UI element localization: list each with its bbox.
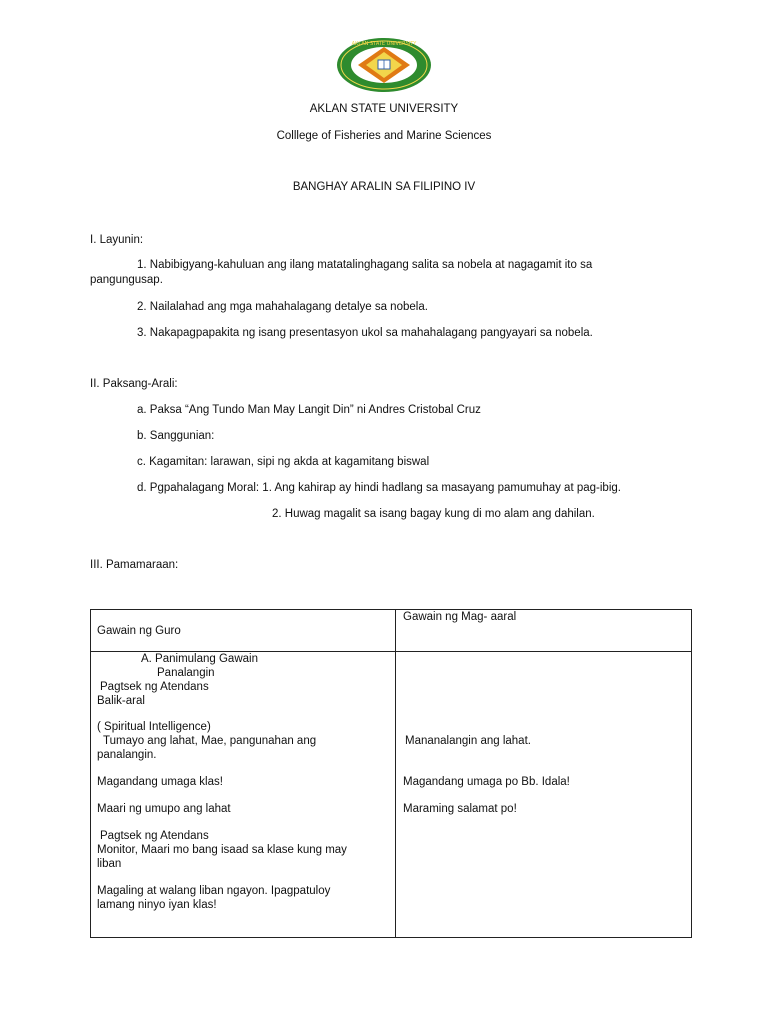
paksa-item-d1: d. Pgpahalagang Moral: 1. Ang kahirap ay hindi hadlang sa masayang pamumuhay at pag-ibig. — [137, 482, 621, 494]
seal-lettering: AKLAN STATE UNIVERSITY — [351, 41, 417, 47]
guro-maari-umupo: Maari ng umupo ang lahat — [97, 803, 231, 815]
layunin-item-1: 1. Nabibigyang-kahuluan ang ilang matatalinghagang salita sa nobela at nagagamit ito sa — [137, 259, 593, 271]
section-heading-paksang-arali: II. Paksang-Arali: — [90, 378, 178, 390]
guro-panimulang-gawain: A. Panimulang Gawain — [141, 653, 258, 665]
section-heading-pamamaraan: III. Pamamaraan: — [90, 559, 179, 571]
mag-aaral-mananalangin: Mananalangin ang lahat. — [405, 735, 531, 747]
layunin-item-3: 3. Nakapagpapakita ng isang presentasyon ukol sa mahahalagang pangyayari sa nobela. — [137, 327, 593, 339]
mag-aaral-magandang-umaga: Magandang umaga po Bb. Idala! — [403, 776, 570, 788]
guro-balik-aral: Balik-aral — [97, 695, 145, 707]
guro-tumayo-cont: panalangin. — [97, 749, 157, 761]
header-gawain-guro: Gawain ng Guro — [97, 625, 181, 637]
guro-monitor-cont: liban — [97, 858, 122, 870]
pamamaraan-table — [90, 609, 692, 938]
university-name: AKLAN STATE UNIVERSITY — [309, 103, 459, 115]
college-name: Colllege of Fisheries and Marine Sciences — [276, 130, 492, 142]
header-gawain-mag-aaral: Gawain ng Mag- aaral — [403, 611, 517, 623]
paksa-item-c: c. Kagamitan: larawan, sipi ng akda at kagamitang biswal — [137, 456, 430, 468]
university-seal-logo — [336, 37, 432, 93]
paksa-item-d2: 2. Huwag magalit sa isang bagay kung di mo alam ang dahilan. — [272, 508, 595, 520]
paksa-item-b: b. Sanggunian: — [137, 430, 215, 442]
layunin-item-1-cont: pangungusap. — [90, 274, 163, 286]
table-column-divider — [395, 610, 396, 937]
document-title: BANGHAY ARALIN SA FILIPINO IV — [292, 181, 476, 193]
guro-tumayo: Tumayo ang lahat, Mae, pangunahan ang — [103, 735, 317, 747]
guro-pagtsek-atendans: Pagtsek ng Atendans — [100, 681, 209, 693]
guro-spiritual-intelligence: ( Spiritual Intelligence) — [97, 721, 211, 733]
guro-pagtsek-atendans-2: Pagtsek ng Atendans — [100, 830, 209, 842]
paksa-item-a: a. Paksa “Ang Tundo Man May Langit Din” ni Andres Cristobal Cruz — [137, 404, 481, 416]
guro-magaling: Magaling at walang liban ngayon. Ipagpatuloy — [97, 885, 331, 897]
mag-aaral-maraming-salamat: Maraming salamat po! — [403, 803, 517, 815]
layunin-item-2: 2. Nailalahad ang mga mahahalagang detalye sa nobela. — [137, 301, 428, 313]
guro-monitor: Monitor, Maari mo bang isaad sa klase kung may — [97, 844, 347, 856]
guro-magaling-cont: lamang ninyo iyan klas! — [97, 899, 217, 911]
section-heading-layunin: I. Layunin: — [90, 234, 144, 246]
guro-magandang-umaga: Magandang umaga klas! — [97, 776, 223, 788]
guro-panalangin: Panalangin — [157, 667, 215, 679]
